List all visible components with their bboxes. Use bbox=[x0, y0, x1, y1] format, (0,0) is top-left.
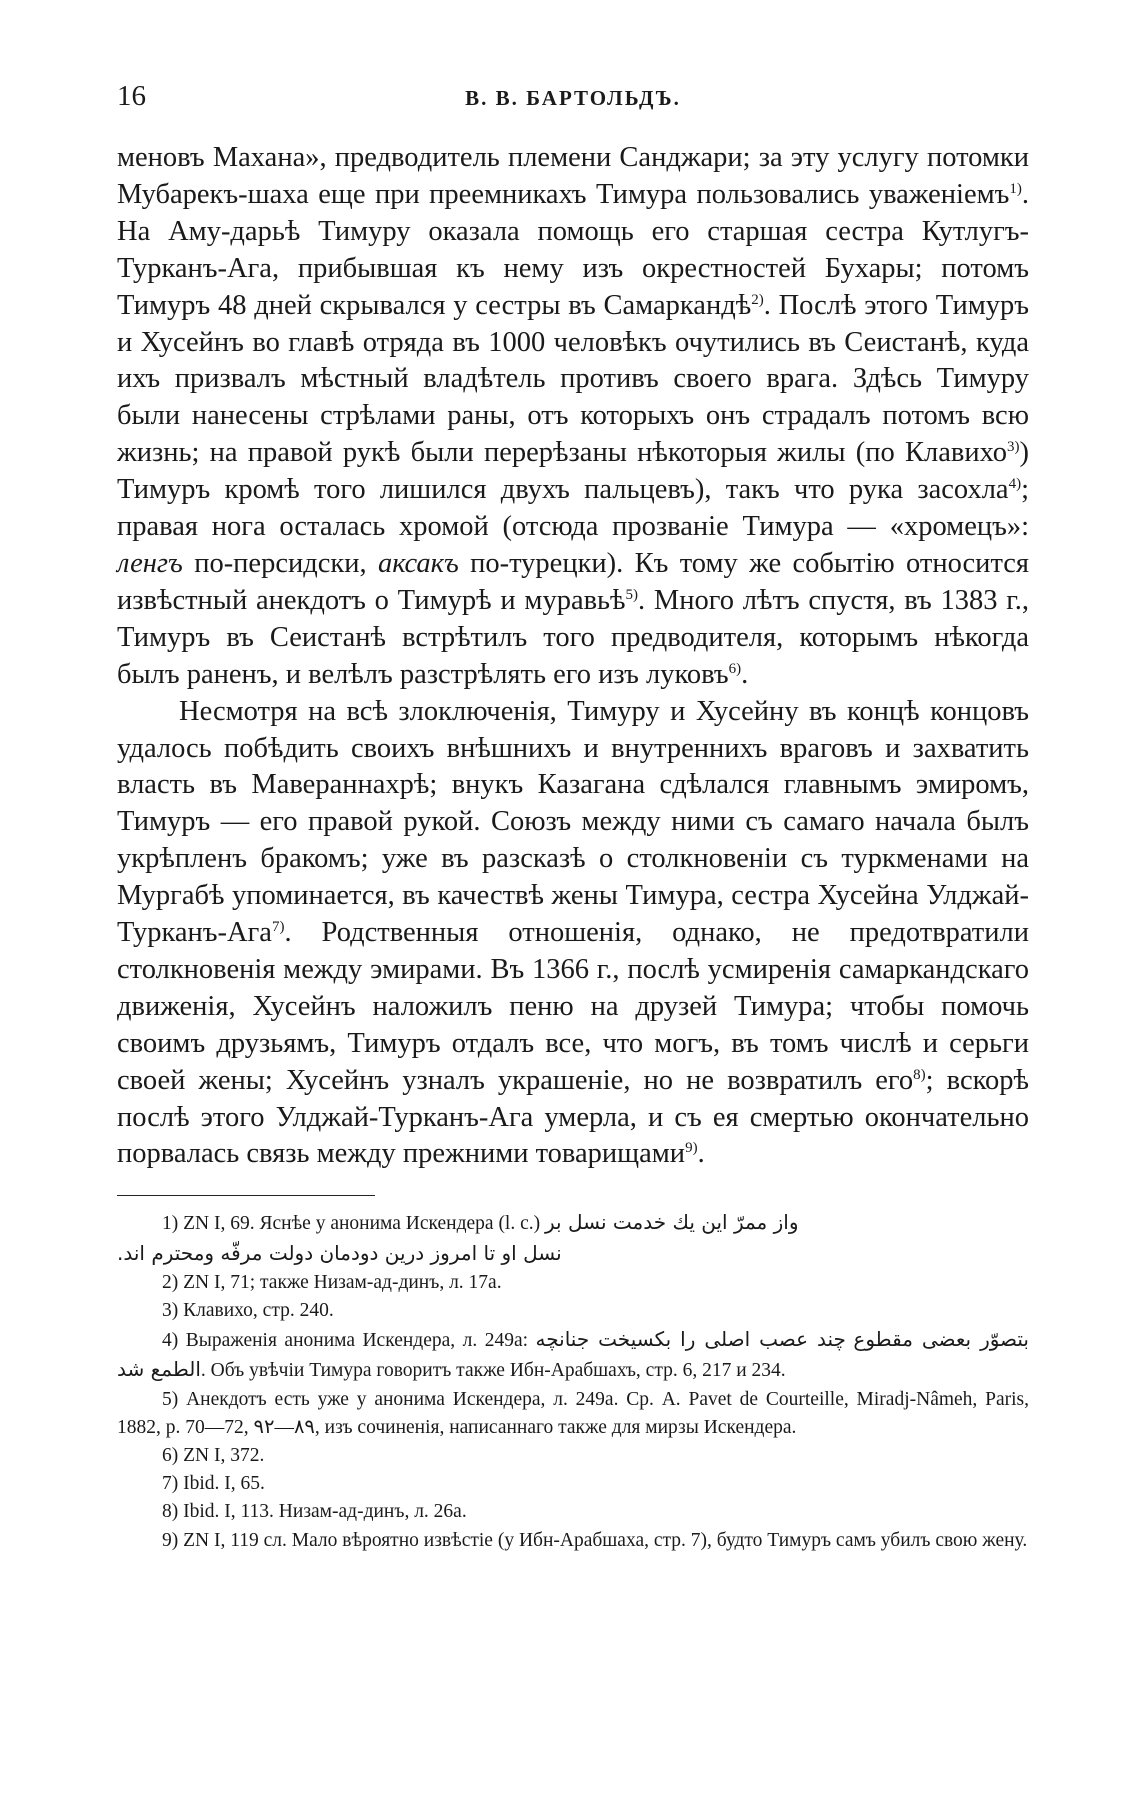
text-run: . На Аму-дарьѣ Тимуру оказала помощь его старшая сестра Кутлугъ-Турканъ-Ага, прибывшая къ нему изъ окрестностей Бухары; потомъ Тимуръ 48 дней скрывался у сестры въ Самаркандѣ bbox=[117, 178, 1029, 321]
footnote-text: 1) ZN I, 69. Яснѣе у анонима Искендера (l. c.) bbox=[162, 1213, 541, 1235]
footnote-ref: 6) bbox=[728, 660, 742, 677]
text-run: . bbox=[741, 658, 749, 690]
italic-term: аксакъ bbox=[377, 547, 459, 579]
footnote-4 bbox=[117, 1325, 1029, 1385]
footnote-ref: 4) bbox=[1008, 476, 1022, 493]
text-run: Несмотря на всѣ злоключенія, Тимуру и Хусейну въ концѣ концовъ удалось побѣдить своихъ внѣшнихъ и внутреннихъ враговъ и захватить власть въ Мавераннахрѣ; внукъ Казагана сдѣлался главнымъ эмиромъ, Тимуръ — его правой рукой. Союзъ между ними съ самаго начала былъ укрѣпленъ бракомъ; уже въ разсказѣ о столкновеніи съ туркменами на Мургабѣ упоминается, въ качествѣ жены Тимура, сестра Хусейна Улджай-Турканъ-Ага bbox=[117, 695, 1029, 949]
paragraph-1 bbox=[117, 140, 1029, 694]
text-run: ; правая нога осталась хромой (отсюда прозваніе Тимура — «хромецъ»: bbox=[117, 474, 1029, 543]
footnote-9: 9) ZN I, 119 сл. Мало вѣроятно извѣстіе (у Ибн-Арабшаха, стр. 7), будто Тимуръ самъ убилъ свою жену. bbox=[162, 1529, 1028, 1551]
body-text bbox=[117, 140, 1029, 1173]
footnote-ref: 8) bbox=[913, 1066, 926, 1083]
text-run: . Много лѣтъ спустя, въ 1383 г., Тимуръ въ Сеистанѣ встрѣтилъ того предводителя, которымъ нѣкогда былъ раненъ, и велѣлъ разстрѣлять его изъ луковъ bbox=[117, 584, 1029, 690]
page-number: 16 bbox=[117, 80, 146, 112]
text-run: . Послѣ этого Тимуръ и Хусейнъ во главѣ отряда въ 1000 человѣкъ очутились въ Сеистанѣ, куда ихъ призвалъ мѣстный владѣтель противъ своего врага. Здѣсь Тимуру были нанесены стрѣлами раны, отъ которыхъ онъ страдалъ потомъ всю жизнь; на правой рукѣ были перерѣзаны нѣкоторыя жилы (по Клавихо bbox=[117, 289, 1029, 469]
footnote-divider bbox=[117, 1195, 375, 1196]
footnote-ref: 2) bbox=[751, 291, 764, 308]
text-run: . Родственныя отношенія, однако, не предотвратили столкновенія между эмирами. Въ 1366 г., послѣ усмиренія самаркандскаго движенія, Хусейнъ наложилъ пеню на друзей Тимура; чтобы помочь своимъ друзьямъ, Тимуръ отдалъ все, что могъ, въ томъ числѣ и серьги своей жены; Хусейнъ узналъ украшеніе, но не возвратилъ его bbox=[117, 917, 1029, 1096]
footnote-text: 4) Выраженія анонима Искендера, л. 249a: bbox=[162, 1330, 529, 1352]
footnote-ref: 5) bbox=[625, 586, 639, 603]
running-head: В. В. БАРТОЛЬДЪ. bbox=[465, 86, 681, 110]
text-run: меновъ Махана», предводитель племени Санджари; за эту услугу потомки Мубарекъ-шаха еще при преемникахъ Тимура пользовались уваженіемъ bbox=[117, 142, 1029, 210]
footnote-ref: 9) bbox=[685, 1140, 698, 1157]
page-header bbox=[117, 80, 1029, 122]
footnote-6: 6) ZN I, 372. bbox=[162, 1445, 265, 1466]
text-run: ; вскорѣ послѣ этого Улджай-Турканъ-Ага умерла, и съ ея смертью окончательно порвалась связь между прежними товарищами bbox=[117, 1064, 1029, 1170]
footnote-1 bbox=[117, 1208, 1029, 1268]
arabic-quote: بتصوّر بعضى مقطوع الطمع شد bbox=[117, 1327, 1029, 1382]
book-page bbox=[117, 80, 1029, 1555]
text-run: ) Тимуръ кромѣ того лишился двухъ пальцевъ), такъ что рука засохла bbox=[117, 437, 1029, 506]
text-run: по-персидски, bbox=[182, 547, 378, 579]
footnote-5: 5) Анекдотъ есть уже у анонима Искендера, л. 249a. Ср. A. Pavet de Courteille, Miradj-Nâmeh, Paris, 1882, p. 70—72, ٨٩—٩٢, изъ сочиненія, написаннаго также для мирзы Искендера. bbox=[117, 1388, 1029, 1438]
footnote-ref: 7) bbox=[271, 919, 285, 936]
footnote-8: 8) Ibid. I, 113. Низам-ад-динъ, л. 26a. bbox=[162, 1501, 467, 1523]
footnotes bbox=[117, 1208, 1029, 1554]
arabic-quote: نسل او تا امروز درين دودمان دولت مرفّه ومحترم اند. bbox=[117, 1240, 562, 1265]
text-run: по-турецки). Къ тому же событію относится извѣстный анекдотъ о Тимурѣ и муравьѣ bbox=[117, 547, 1029, 616]
arabic-quote: چند عصب اصلى را بكسيخت جنانچه bbox=[535, 1327, 846, 1352]
footnote-7: 7) Ibid. I, 65. bbox=[162, 1473, 265, 1495]
footnote-text: . Объ увѣчіи Тимура говоритъ также Ибн-Арабшахъ, стр. 6, 217 и 234. bbox=[200, 1360, 786, 1382]
text-run: . bbox=[697, 1138, 705, 1170]
arabic-quote: واز ممرّ اين يك خدمت نسل بر bbox=[545, 1210, 799, 1235]
footnote-ref: 1) bbox=[1009, 180, 1022, 197]
italic-term: ленгъ bbox=[117, 547, 183, 579]
footnote-2: 2) ZN I, 71; также Низам-ад-динъ, л. 17a. bbox=[162, 1271, 502, 1293]
paragraph-2 bbox=[117, 694, 1029, 1174]
footnote-3: 3) Клавихо, стр. 240. bbox=[162, 1299, 334, 1321]
footnote-ref: 3) bbox=[1007, 439, 1020, 456]
